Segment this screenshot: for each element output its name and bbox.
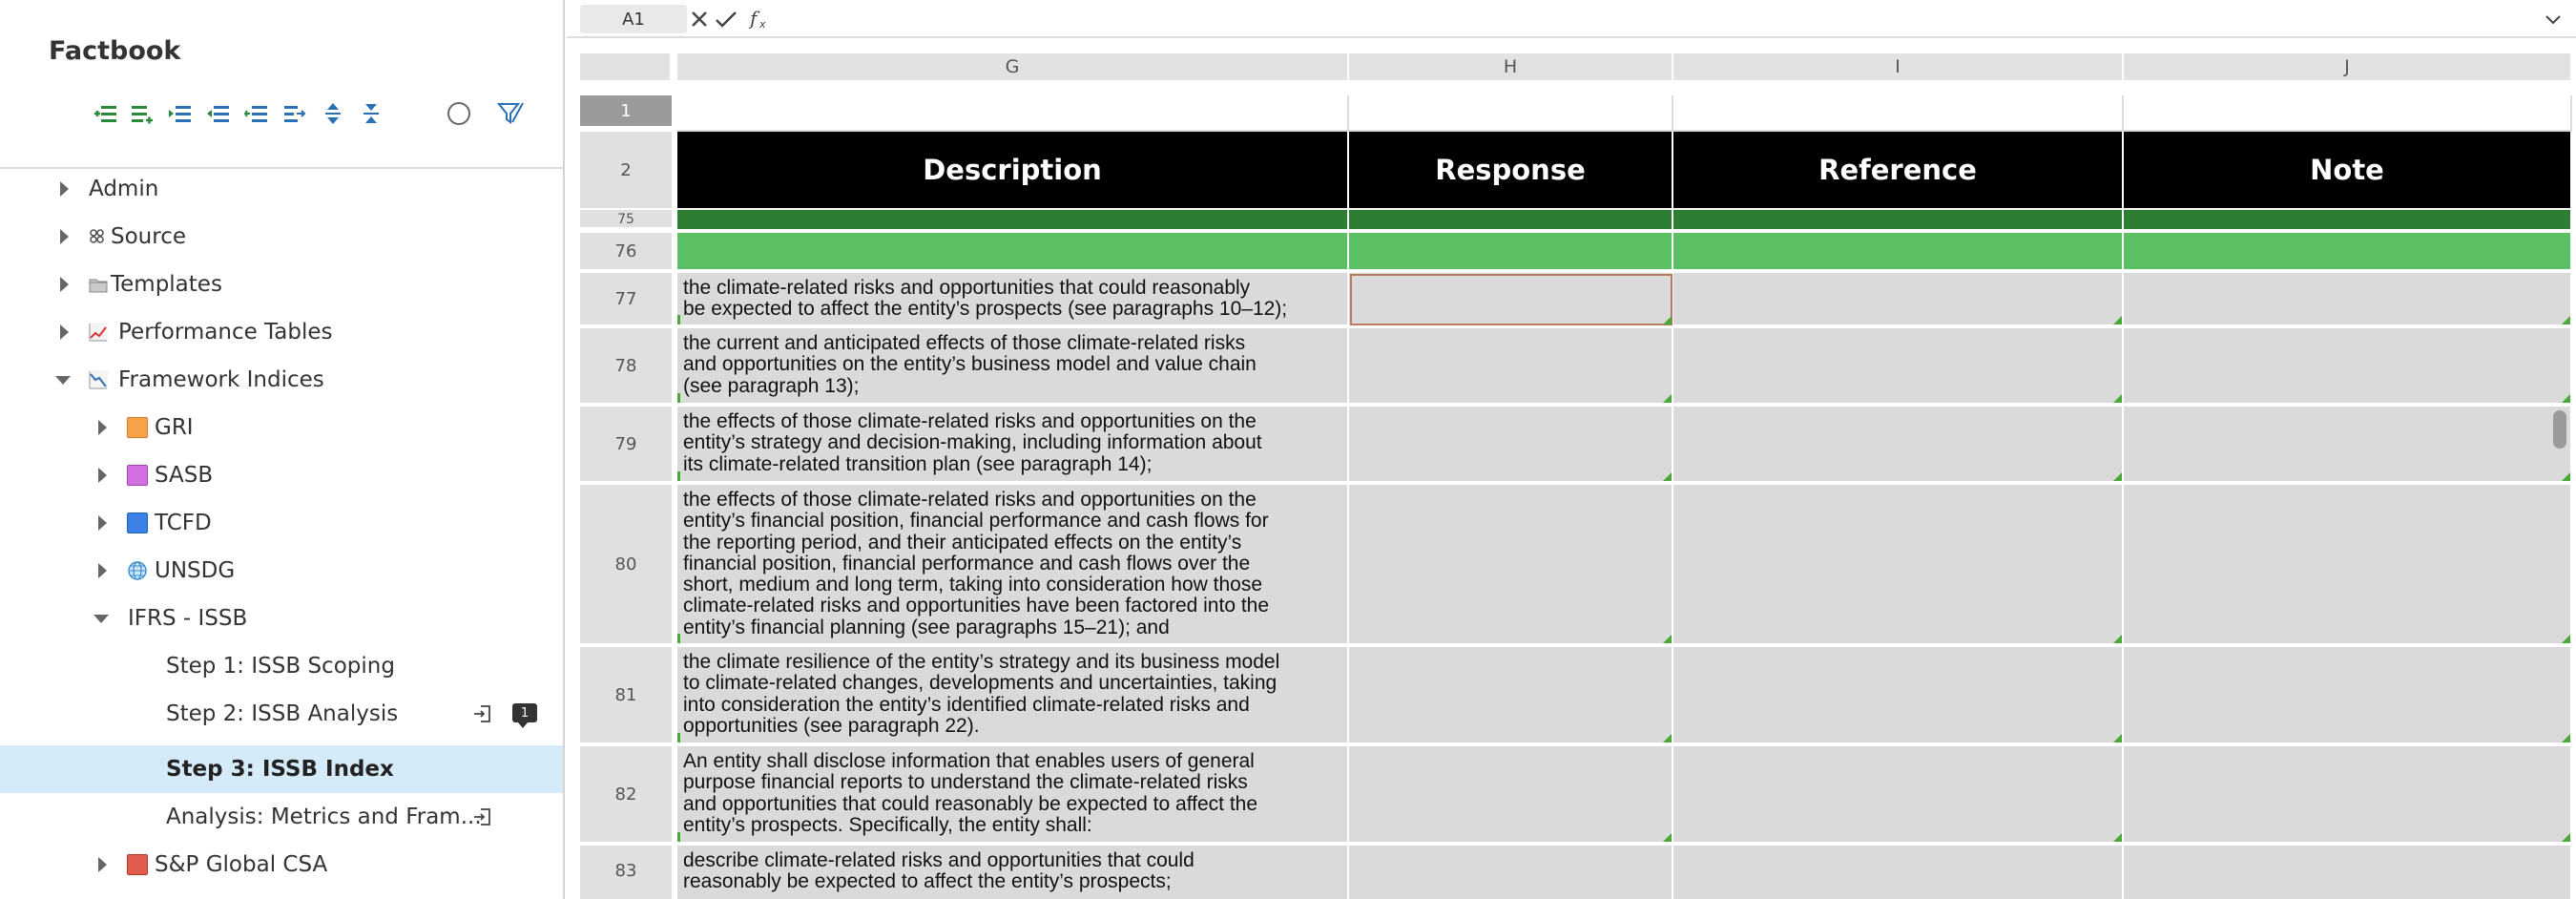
- tree-item-step-1[interactable]: [0, 642, 563, 690]
- reference-cell[interactable]: [1673, 485, 2124, 645]
- cell-text-line: entity’s financial planning (see paragraphs 15–21); and: [683, 616, 1170, 638]
- cell-text-line: climate-related risks and opportunities have been factored into the: [683, 595, 1270, 617]
- tree-item-label: S&P Global CSA: [155, 852, 328, 877]
- tree-item-label: GRI: [155, 415, 194, 440]
- cell-text-line: describe climate-related risks and opportunities that could: [683, 849, 1195, 871]
- orange-square-icon: [127, 417, 148, 438]
- function-icon[interactable]: [748, 6, 773, 32]
- row-number[interactable]: 81: [580, 647, 672, 744]
- description-cell[interactable]: [677, 273, 1349, 326]
- expand-caret-icon[interactable]: [98, 515, 107, 531]
- row-number[interactable]: 77: [580, 273, 672, 326]
- cell-text-line: the effects of those climate-related risks and opportunities on the: [683, 410, 1257, 432]
- cell[interactable]: [677, 210, 1349, 231]
- tree-item-label: TCFD: [155, 511, 212, 535]
- collapse-caret-icon[interactable]: [93, 615, 109, 623]
- note-cell[interactable]: [2124, 846, 2572, 899]
- svg-text:f: f: [750, 7, 758, 30]
- folder-icon: [88, 274, 109, 295]
- row-number[interactable]: 78: [580, 328, 672, 405]
- column-header-i[interactable]: I: [1673, 53, 2124, 80]
- expand-all-icon[interactable]: [319, 99, 347, 128]
- cell-text-line: reasonably be expected to affect the entity’s prospects;: [683, 870, 1172, 893]
- purple-square-icon: [127, 465, 148, 486]
- red-square-icon: [127, 854, 148, 875]
- row-number[interactable]: 79: [580, 407, 672, 483]
- cell-text-line: the effects of those climate-related risks and opportunities on the: [683, 489, 1257, 511]
- cell-text-line: entity’s prospects. Specifically, the entity shall:: [683, 813, 1092, 836]
- tree-item-gri[interactable]: [0, 404, 563, 451]
- note-cell[interactable]: [2124, 273, 2572, 326]
- row-number[interactable]: 83: [580, 846, 672, 899]
- cell-text-line: and opportunities that could reasonably be expected to affect the: [683, 792, 1258, 815]
- indent-icon[interactable]: [166, 99, 195, 128]
- sign-in-icon[interactable]: [472, 703, 493, 724]
- cell-text-line: financial position, financial performance and cash flows over the: [683, 552, 1251, 575]
- tree-item-unsdg[interactable]: [0, 547, 563, 595]
- move-left-icon[interactable]: [242, 99, 271, 128]
- move-right-icon[interactable]: [280, 99, 309, 128]
- column-header-h[interactable]: H: [1349, 53, 1673, 80]
- confirm-icon[interactable]: [714, 6, 738, 32]
- spreadsheet-grid: [567, 38, 2576, 899]
- tree-item-source[interactable]: [0, 213, 563, 261]
- row-number[interactable]: 75: [580, 210, 672, 229]
- cell[interactable]: [1349, 233, 1673, 271]
- tree-item-ifrs-issb[interactable]: [0, 595, 563, 642]
- tree-item-tcfd[interactable]: [0, 499, 563, 547]
- cell-text-line: its climate-related transition plan (see paragraph 14);: [683, 452, 1153, 475]
- reference-cell[interactable]: [1673, 846, 2124, 899]
- tree-item-sp-global-csa[interactable]: [0, 841, 563, 889]
- cell[interactable]: [677, 233, 1349, 271]
- cell[interactable]: [677, 95, 1349, 132]
- collapse-caret-icon[interactable]: [55, 376, 71, 385]
- response-cell[interactable]: [1349, 328, 1673, 405]
- cell[interactable]: [2124, 210, 2572, 231]
- tree-item-label: UNSDG: [155, 558, 236, 583]
- reference-cell[interactable]: [1673, 746, 2124, 844]
- tree-item-label: Step 1: ISSB Scoping: [166, 654, 395, 679]
- vertical-scrollbar-thumb[interactable]: [2553, 410, 2566, 449]
- description-cell[interactable]: [677, 746, 1349, 844]
- chart-up-icon: [88, 322, 109, 343]
- globe-icon: [127, 560, 148, 581]
- cell[interactable]: [1673, 233, 2124, 271]
- collapse-all-icon[interactable]: [357, 99, 385, 128]
- cell[interactable]: [2124, 95, 2572, 132]
- note-cell[interactable]: [2124, 647, 2572, 744]
- cell-text-line: the reporting period, and their anticipated effects on the entity’s: [683, 531, 1242, 554]
- description-cell[interactable]: [677, 846, 1349, 899]
- tree-item-label: Framework Indices: [118, 367, 324, 392]
- cell-text-line: into consideration the entity’s identified climate-related risks and: [683, 693, 1250, 716]
- tree-item-label: Source: [111, 224, 186, 249]
- cell[interactable]: [1673, 210, 2124, 231]
- note-cell[interactable]: [2124, 328, 2572, 405]
- row-number[interactable]: 2: [580, 132, 672, 210]
- reference-cell[interactable]: [1673, 647, 2124, 744]
- cell[interactable]: [1349, 210, 1673, 231]
- comment-count-badge[interactable]: 1: [512, 703, 537, 722]
- blue-square-icon: [127, 512, 148, 533]
- tree-item-analysis-metrics[interactable]: [0, 793, 563, 841]
- tree-item-step-2[interactable]: [0, 690, 563, 738]
- cell-text-line: purpose financial reports to understand the climate-related risks: [683, 771, 1248, 794]
- response-cell[interactable]: [1349, 647, 1673, 744]
- cancel-icon[interactable]: [687, 6, 712, 32]
- row-number[interactable]: 80: [580, 485, 672, 645]
- tree-item-label: Step 3: ISSB Index: [166, 757, 394, 782]
- reference-cell[interactable]: [1673, 328, 2124, 405]
- header-cell-response[interactable]: Response: [1349, 132, 1673, 210]
- description-cell[interactable]: [677, 407, 1349, 483]
- sign-in-icon[interactable]: [472, 806, 493, 827]
- response-cell[interactable]: [1349, 846, 1673, 899]
- sidebar-title: Factbook: [49, 36, 181, 66]
- tree-item-label: Step 2: ISSB Analysis: [166, 701, 399, 726]
- expand-caret-icon[interactable]: [98, 857, 107, 872]
- link-icon: [88, 226, 109, 247]
- response-cell[interactable]: [1349, 407, 1673, 483]
- cell[interactable]: [1673, 95, 2124, 132]
- tree-item-step-3[interactable]: [0, 745, 563, 793]
- row-number[interactable]: 1: [580, 95, 672, 128]
- formula-bar: [567, 0, 2576, 38]
- expand-caret-icon[interactable]: [98, 563, 107, 578]
- description-cell[interactable]: [677, 485, 1349, 645]
- expand-caret-icon[interactable]: [60, 324, 69, 340]
- cell-text-line: the climate-related risks and opportunities that could reasonably: [683, 277, 1251, 299]
- column-header-g[interactable]: G: [677, 53, 1349, 80]
- tree-item-performance-tables[interactable]: [0, 308, 563, 356]
- row-number[interactable]: 76: [580, 233, 672, 271]
- cell-reference-box[interactable]: A1: [580, 5, 687, 33]
- circle-icon[interactable]: [445, 99, 473, 128]
- expand-caret-icon[interactable]: [60, 277, 69, 292]
- chart-down-icon: [88, 369, 109, 390]
- add-sibling-above-icon[interactable]: [92, 99, 120, 128]
- cell-text-line: short, medium and long term, taking into consideration how those: [683, 574, 1263, 596]
- cell-text-line: the climate resilience of the entity’s strategy and its business model: [683, 651, 1280, 673]
- cell-text-line: opportunities (see paragraph 22).: [683, 714, 980, 737]
- column-header-j[interactable]: J: [2124, 53, 2572, 80]
- response-cell[interactable]: [1349, 746, 1673, 844]
- cell-text-line: (see paragraph 13);: [683, 374, 860, 397]
- expand-caret-icon[interactable]: [60, 181, 69, 197]
- response-cell[interactable]: [1349, 485, 1673, 645]
- cell-text-line: An entity shall disclose information that enables users of general: [683, 750, 1255, 772]
- sidebar: [0, 0, 565, 899]
- note-cell[interactable]: [2124, 746, 2572, 844]
- tree-item-label: SASB: [155, 463, 214, 488]
- expand-caret-icon[interactable]: [98, 468, 107, 483]
- cell[interactable]: [1349, 95, 1673, 132]
- tree-item-templates[interactable]: [0, 261, 563, 308]
- tree-item-label: IFRS - ISSB: [128, 606, 248, 631]
- header-cell-reference[interactable]: Reference: [1673, 132, 2124, 210]
- cell-text-line: be expected to affect the entity’s prospects (see paragraphs 10–12);: [683, 298, 1288, 321]
- note-cell[interactable]: [2124, 407, 2572, 483]
- svg-text:x: x: [759, 18, 766, 31]
- reference-cell[interactable]: [1673, 273, 2124, 326]
- outdent-icon[interactable]: [204, 99, 233, 128]
- clear-filter-icon[interactable]: [496, 99, 525, 128]
- formula-input[interactable]: [796, 5, 2513, 33]
- row-number[interactable]: 82: [580, 746, 672, 844]
- note-cell[interactable]: [2124, 485, 2572, 645]
- cell-text-line: the current and anticipated effects of those climate-related risks: [683, 332, 1246, 354]
- cell-text-line: entity’s strategy and decision-making, including information about: [683, 431, 1262, 454]
- description-cell[interactable]: [677, 328, 1349, 405]
- response-cell[interactable]: [1349, 273, 1673, 326]
- tree-item-label: Performance Tables: [118, 320, 333, 345]
- chevron-down-icon[interactable]: [2544, 10, 2563, 29]
- tree-item-label: Templates: [111, 272, 222, 297]
- cell-text-line: entity’s financial position, financial performance and cash flows for: [683, 510, 1269, 533]
- select-all-corner[interactable]: [580, 53, 672, 80]
- add-sibling-below-icon[interactable]: [128, 99, 156, 128]
- header-cell-note[interactable]: Note: [2124, 132, 2572, 210]
- description-cell[interactable]: [677, 647, 1349, 744]
- tree-item-framework-indices[interactable]: [0, 356, 563, 404]
- expand-caret-icon[interactable]: [60, 229, 69, 244]
- reference-cell[interactable]: [1673, 407, 2124, 483]
- tree-item-admin[interactable]: [0, 165, 563, 213]
- expand-caret-icon[interactable]: [98, 420, 107, 435]
- tree-item-sasb[interactable]: [0, 451, 563, 499]
- cell-text-line: to climate-related changes, developments and uncertainties, taking: [683, 672, 1278, 695]
- tree-item-label: Admin: [89, 177, 159, 201]
- cell[interactable]: [2124, 233, 2572, 271]
- header-cell-description[interactable]: Description: [677, 132, 1349, 210]
- cell-text-line: and opportunities on the entity’s business model and value chain: [683, 353, 1257, 376]
- tree-item-label: Analysis: Metrics and Fram...: [166, 805, 482, 829]
